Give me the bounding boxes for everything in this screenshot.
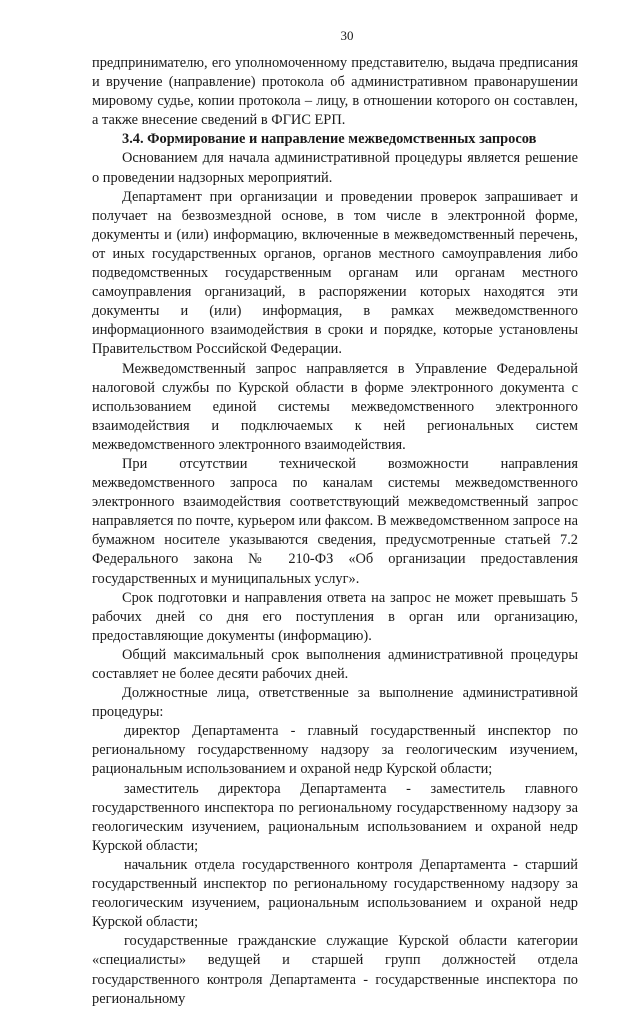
list-item-head-of-control-department: начальник отдела государственного контроля Департамента - старший государственный инспектор по региональному государственному надзору за геологическим изучением, рациональным использованием и охраной недр Курской области;	[92, 856, 578, 931]
list-item-director: директор Департамента - главный государственный инспектор по региональному государственному надзору за геологическим изучением, рациональным использованием и охраной недр Курской области;	[92, 723, 578, 778]
paragraph-department-requests: Департамент при организации и проведении проверок запрашивает и получает на безвозмездной основе, в том числе в электронной форме, документы и (или) информацию, включенные в межведомственный перечень, от иных государственных органов, органов местного самоуправления либо подведомственных государственным органам или органам местного самоуправления организаций, в распоряжении которых находятся эти документы и (или) информация, в рамках межведомственного информационного взаимодействия в сроки и порядке, которые установлены Правительством Российской Федерации.	[92, 188, 578, 358]
paragraph-response-deadline: Срок подготовки и направления ответа на запрос не может превышать 5 рабочих дней со дня его поступления в орган или организацию, предоставляющие документы (информацию).	[92, 589, 578, 644]
paragraph-total-deadline: Общий максимальный срок выполнения административной процедуры составляет не более десяти рабочих дней.	[92, 646, 578, 682]
page-number: 30	[340, 28, 354, 43]
paragraph-tax-service-request: Межведомственный запрос направляется в Управление Федеральной налоговой службы по Курской области в форме электронного документа с использованием единой системы межведомственного электронного взаимодействия и подключаемых к ней региональных систем межведомственного электронного взаимодействия.	[92, 360, 578, 453]
intro-paragraph: предпринимателю, его уполномоченному представителю, выдача предписания и вручение (направление) протокола об административном правонарушении мировому судье, копии протокола – лицу, в отношении которого он составлен, а также внесение сведений в ФГИС ЕРП.	[92, 55, 578, 129]
section-heading: 3.4. Формирование и направление межведомственных запросов	[122, 131, 537, 148]
list-item-deputy-director: заместитель директора Департамента - заместитель главного государственного инспектора по региональному государственному надзору за геологическим изучением, рациональным использованием и охраной недр Курской области;	[92, 780, 578, 854]
paragraph-responsible-officials: Должностные лица, ответственные за выполнение административной процедуры:	[92, 685, 578, 721]
paragraph-paper-request: При отсутствии технической возможности направления межведомственного запроса по каналам системы межведомственного электронного взаимодействия соответствующий межведомственный запрос направляется по почте, курьером или факсом. В межведомственном запросе на бумажном носителе указываются сведения, предусмотренные статьей 7.2 Федерального закона № 210-ФЗ «Об организации предоставления государственных и муниципальных услуг».	[92, 455, 578, 587]
paragraph-basis: Основанием для начала административной процедуры является решение о проведении надзорных мероприятий.	[92, 150, 578, 186]
list-item-civil-servants: государственные гражданские служащие Курской области категории «специалисты» ведущей и старшей групп должностей отдела государственного контроля Департамента - государственные инспектора по региональному	[92, 933, 578, 1007]
